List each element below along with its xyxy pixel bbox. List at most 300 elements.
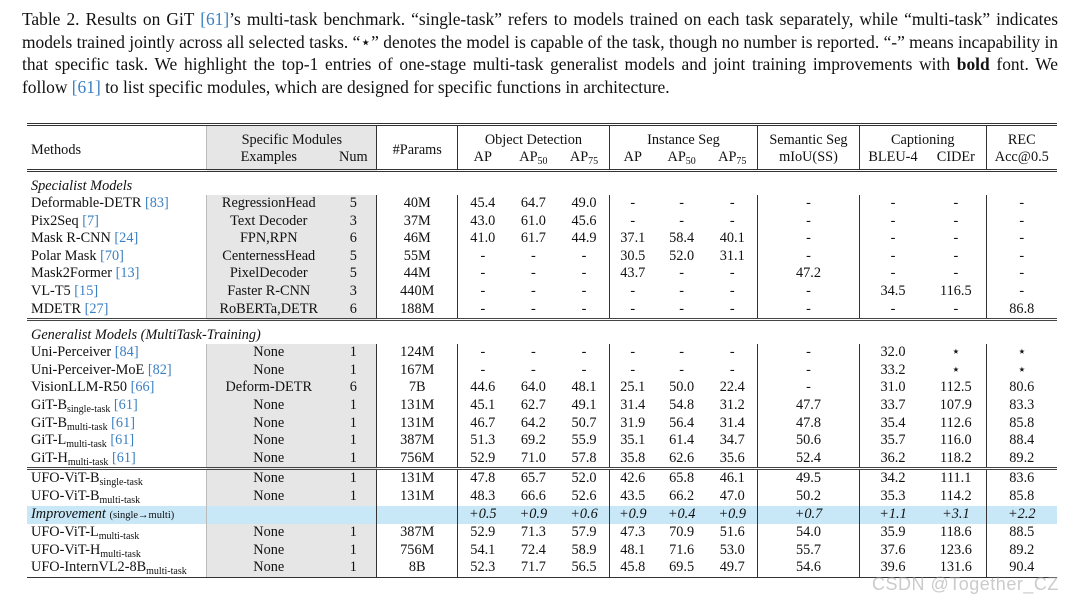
param-count: 440M: [377, 283, 458, 301]
metric-miou: 47.8: [758, 415, 860, 433]
metric-det-ap: 51.3: [470, 432, 496, 449]
metric-acc05: -: [986, 283, 1057, 301]
table-row: [27, 265, 1057, 283]
module-num: 1: [330, 450, 377, 469]
metric-seg-ap75: 31.1: [719, 247, 745, 264]
module-example: None: [207, 450, 331, 469]
metric-det-ap75: 49.1: [571, 396, 597, 413]
metric-det-ap75: -: [581, 361, 587, 378]
metric-seg-ap50: -: [679, 265, 685, 282]
metric-bleu4: 39.6: [859, 559, 926, 577]
table-caption: [22, 8, 1058, 98]
metric-seg-ap: 45.8: [609, 559, 655, 577]
table-row: [27, 362, 1057, 380]
metric-seg-ap50: 62.6: [669, 449, 695, 466]
metric-miou: 54.6: [758, 559, 860, 577]
metric-miou: -: [758, 248, 860, 266]
metric-det-ap75: -: [581, 344, 587, 361]
module-example: RegressionHead: [207, 195, 331, 213]
param-count: 46M: [377, 230, 458, 248]
metric-det-ap50: 61.0: [520, 212, 546, 229]
module-example: None: [207, 542, 331, 560]
metric-det-ap50: 62.7: [520, 396, 546, 413]
metric-seg-ap: -: [609, 301, 655, 320]
metric-cider: 116.0: [940, 432, 972, 449]
module-example: None: [207, 559, 331, 577]
module-example: None: [207, 415, 331, 433]
citation-link[interactable]: [27]: [84, 300, 109, 317]
module-num: 1: [330, 397, 377, 415]
table-row: [27, 469, 1057, 488]
module-num: 1: [330, 488, 377, 506]
metric-miou: 55.7: [758, 542, 860, 560]
metric-acc05: 90.4: [986, 559, 1057, 577]
metric-seg-ap75: -: [729, 282, 735, 299]
metric-seg-ap75: 53.0: [719, 541, 745, 558]
table-row: [27, 283, 1057, 301]
metric-bleu4: 35.4: [859, 415, 926, 433]
metric-det-ap50: -: [531, 361, 536, 378]
citation-link[interactable]: [70]: [100, 247, 124, 264]
metric-det-ap75: -: [581, 300, 587, 317]
metric-acc05: 83.3: [986, 397, 1057, 415]
table-row: [27, 488, 1057, 506]
results-table: [27, 123, 1057, 578]
metric-bleu4: -: [859, 265, 926, 283]
citation-link[interactable]: [15]: [74, 282, 99, 299]
module-example: CenternessHead: [207, 248, 331, 266]
metric-acc05: -: [986, 248, 1057, 266]
citation-link[interactable]: [61]: [111, 414, 135, 431]
metric-det-ap50: 61.7: [520, 230, 546, 247]
metric-cider: -: [953, 300, 959, 317]
metric-seg-ap50: 65.8: [656, 469, 708, 488]
header-det-ap75: $AP_{75}$: [569, 149, 599, 167]
metric-det-ap: -: [480, 300, 486, 317]
method-name: VisionLLM-R50 [66]: [31, 379, 155, 396]
module-num: [330, 506, 377, 525]
module-example: None: [207, 469, 331, 488]
metric-bleu4: 34.2: [859, 469, 926, 488]
table-row: [27, 213, 1057, 231]
metric-bleu4: 35.3: [859, 488, 926, 506]
metric-seg-ap50: 61.4: [669, 432, 695, 449]
param-count: 131M: [377, 469, 458, 488]
metric-bleu4: 35.7: [859, 432, 926, 450]
improvement-seg-ap: +0.9: [609, 506, 655, 525]
table-row: [27, 344, 1057, 362]
metric-seg-ap50: 70.9: [669, 524, 695, 541]
metric-miou: 54.0: [758, 524, 860, 542]
metric-seg-ap75: 35.6: [719, 449, 745, 466]
metric-seg-ap75: -: [729, 212, 735, 229]
metric-cider: -: [953, 212, 959, 229]
metric-seg-ap50: 58.4: [669, 230, 695, 247]
metric-seg-ap: 43.7: [609, 265, 655, 283]
metric-bleu4: 33.2: [859, 362, 926, 380]
metric-seg-ap75: -: [729, 344, 735, 361]
method-name: Mask R-CNN [24]: [31, 230, 139, 247]
metric-acc05: 80.6: [986, 379, 1057, 397]
param-count: 8B: [377, 559, 458, 577]
header-object-detection: Object Detection: [484, 132, 583, 148]
module-num: 1: [330, 415, 377, 433]
metric-cider: 116.5: [940, 282, 972, 299]
method-name: Uni-Perceiver [84]: [31, 344, 139, 361]
header-semantic-seg: Semantic Seg: [758, 125, 860, 150]
citation-link[interactable]: [61]: [200, 9, 230, 29]
improvement-det-ap: +0.5: [458, 506, 508, 525]
metric-det-ap: -: [480, 344, 486, 361]
metric-det-ap50: -: [531, 344, 536, 361]
metric-miou: -: [758, 344, 860, 362]
metric-cider: 111.1: [926, 469, 986, 488]
table-row: [27, 450, 1057, 469]
metric-det-ap: 47.8: [458, 469, 508, 488]
metric-acc05: -: [986, 265, 1057, 283]
metric-cider: 118.6: [940, 524, 972, 541]
metric-seg-ap: 37.1: [609, 230, 655, 248]
metric-det-ap: 52.9: [470, 449, 496, 466]
metric-seg-ap50: -: [679, 282, 685, 299]
metric-det-ap: 54.1: [470, 541, 496, 558]
table-row: [27, 301, 1057, 320]
metric-miou: 50.2: [758, 488, 860, 506]
module-num: 5: [330, 248, 377, 266]
metric-miou: -: [758, 195, 860, 213]
improvement-det-ap50: +0.9: [508, 506, 560, 525]
metric-miou: -: [758, 283, 860, 301]
improvement-acc05: +2.2: [986, 506, 1057, 525]
param-count: 37M: [377, 213, 458, 231]
metric-seg-ap75: 47.0: [719, 487, 745, 504]
module-num: 1: [330, 524, 377, 542]
method-name: Uni-Perceiver-MoE [82]: [31, 361, 172, 378]
param-count: 387M: [377, 524, 458, 542]
metric-det-ap50: 65.7: [508, 469, 560, 488]
metric-det-ap75: 57.8: [571, 449, 597, 466]
header-rec: REC: [986, 125, 1057, 150]
metric-seg-ap75: -: [729, 361, 735, 378]
metric-miou: 47.2: [758, 265, 860, 283]
method-name: Polar Mask [70]: [31, 247, 124, 264]
improvement-label: Improvement (single→multi): [27, 506, 207, 525]
param-count: 756M: [377, 542, 458, 560]
module-num: 6: [330, 379, 377, 397]
module-example: None: [207, 432, 331, 450]
citation-link[interactable]: [61]: [110, 432, 135, 449]
metric-seg-ap: 31.9: [609, 415, 655, 433]
metric-acc05: 89.2: [986, 450, 1057, 469]
module-example: None: [207, 344, 331, 362]
citation-link[interactable]: [66]: [130, 379, 155, 396]
metric-cider: 107.9: [939, 396, 972, 413]
module-example: None: [207, 524, 331, 542]
header-det-ap50: $AP_{50}$: [519, 149, 548, 167]
table-body: [27, 171, 1057, 578]
param-count: 131M: [377, 415, 458, 433]
metric-det-ap75: 50.7: [571, 414, 597, 431]
param-count: 40M: [377, 195, 458, 213]
metric-cider: ⋆: [951, 344, 961, 361]
metric-seg-ap: 35.1: [609, 432, 655, 450]
metric-det-ap: 41.0: [470, 230, 496, 247]
metric-det-ap: -: [480, 265, 486, 282]
metric-bleu4: 33.7: [859, 397, 926, 415]
metric-seg-ap: -: [609, 344, 655, 362]
metric-det-ap: -: [480, 361, 486, 378]
header-seg-ap50: $AP_{50}$: [667, 149, 696, 167]
citation-link[interactable]: [84]: [114, 344, 139, 361]
metric-det-ap50: 71.7: [508, 559, 560, 577]
metric-det-ap75: 55.9: [571, 432, 597, 449]
metric-seg-ap75: 40.1: [719, 230, 745, 247]
metric-det-ap50: 66.6: [520, 487, 546, 504]
metric-miou: 50.6: [758, 432, 860, 450]
metric-det-ap: 44.6: [470, 379, 496, 396]
module-example: None: [207, 362, 331, 380]
metric-seg-ap75: -: [729, 195, 735, 211]
metric-bleu4: 37.6: [859, 542, 926, 560]
table-row: [27, 432, 1057, 450]
metric-seg-ap: -: [609, 213, 655, 231]
metric-acc05: -: [986, 213, 1057, 231]
header-methods: Methods: [31, 142, 82, 158]
metric-det-ap50: 71.3: [520, 524, 546, 541]
metric-bleu4: -: [859, 213, 926, 231]
section-header-row: [27, 171, 1057, 196]
metric-seg-ap: -: [609, 362, 655, 380]
metric-cider: 131.6: [926, 559, 986, 577]
metric-cider: 112.6: [940, 414, 972, 431]
metric-seg-ap: 31.4: [609, 397, 655, 415]
metric-det-ap75: 57.9: [571, 524, 597, 541]
improvement-seg-ap50: +0.4: [656, 506, 708, 525]
method-name: GiT-$B_{single-task}$ [61]: [31, 396, 138, 415]
method-name: GiT-$H_{multi-task}$ [61]: [31, 449, 136, 468]
metric-det-ap: 45.4: [470, 195, 496, 211]
improvement-bleu4: +1.1: [859, 506, 926, 525]
metric-seg-ap50: 56.4: [669, 414, 695, 431]
citation-link[interactable]: [83]: [144, 195, 169, 211]
metric-seg-ap75: 49.7: [708, 559, 758, 577]
table-row: [27, 230, 1057, 248]
param-count: 55M: [377, 248, 458, 266]
metric-bleu4: -: [859, 230, 926, 248]
module-example: None: [207, 488, 331, 506]
metric-seg-ap50: 69.5: [656, 559, 708, 577]
metric-seg-ap: 30.5: [609, 248, 655, 266]
metric-det-ap: 48.3: [470, 487, 496, 504]
module-example: FPN,RPN: [207, 230, 331, 248]
param-count: 131M: [377, 397, 458, 415]
method-name: UFO-$InternVL2-8B_{multi-task}$: [27, 559, 207, 577]
module-example: PixelDecoder: [207, 265, 331, 283]
metric-det-ap50: 69.2: [520, 432, 546, 449]
improvement-det-ap75: +0.6: [559, 506, 609, 525]
metric-det-ap: 46.7: [470, 414, 496, 431]
caption-text: to list specific modules, which are designed for specific functions in architecture.: [100, 76, 670, 97]
metric-acc05: ⋆: [986, 344, 1057, 362]
method-name: UFO-$ViT-B_{multi-task}$: [31, 487, 141, 506]
metric-seg-ap75: 31.4: [719, 414, 745, 431]
header-num: Num: [330, 149, 377, 171]
module-example: [207, 506, 331, 525]
metric-miou: -: [758, 362, 860, 380]
method-name: GiT-$B_{multi-task}$ [61]: [31, 414, 135, 433]
metric-acc05: 88.5: [986, 524, 1057, 542]
caption-text: ’s multi-task benchmark. “single-task” refers to models trained on each task separately, while “multi-task” indicates models trained jointly across all selected tasks. “⋆” denotes the model is capable of the task, though no number is reported. “-” means incapability in that specific task. We highlight the top-1 entries of one-stage multi-task generalist models and joint training improvements with: [22, 9, 1058, 75]
header-miou: mIoU(SS): [758, 149, 860, 171]
table-row: [27, 195, 1057, 213]
header-instance-seg: Instance Seg: [609, 125, 757, 150]
metric-seg-ap50: -: [679, 300, 685, 317]
method-name: GiT-$L_{multi-task}$ [61]: [31, 432, 135, 451]
metric-det-ap75: -: [581, 265, 587, 282]
metric-det-ap50: -: [531, 247, 536, 264]
metric-miou: -: [758, 379, 860, 397]
metric-cider: 114.2: [940, 487, 972, 504]
metric-acc05: -: [986, 230, 1057, 248]
module-num: 3: [330, 283, 377, 301]
metric-bleu4: 31.0: [859, 379, 926, 397]
param-count: 7B: [377, 379, 458, 397]
metric-seg-ap: 43.5: [609, 488, 655, 506]
metric-miou: 47.7: [758, 397, 860, 415]
header-seg-ap: AP: [609, 149, 655, 171]
metric-miou: -: [758, 230, 860, 248]
metric-det-ap75: 48.1: [571, 379, 597, 396]
header-params: #Params: [377, 125, 458, 171]
metric-det-ap50: 72.4: [520, 541, 546, 558]
header-specific-modules: Specific Modules: [207, 125, 377, 150]
param-count: [377, 506, 458, 525]
metric-miou: -: [758, 213, 860, 231]
metric-seg-ap: -: [609, 283, 655, 301]
method-name: VL-T5 [15]: [31, 282, 99, 299]
metric-seg-ap75: -: [729, 300, 735, 317]
method-name: UFO-$ViT-H_{multi-task}$: [31, 541, 141, 560]
table-header: [27, 125, 1057, 171]
improvement-seg-ap75: +0.9: [708, 506, 758, 525]
metric-det-ap75: -: [581, 282, 587, 299]
citation-link[interactable]: [13]: [115, 265, 140, 282]
metric-det-ap: 52.9: [470, 524, 496, 541]
metric-seg-ap75: -: [729, 265, 735, 282]
metric-cider: -: [953, 265, 959, 282]
module-num: 1: [330, 432, 377, 450]
metric-cider: 123.6: [939, 541, 972, 558]
metric-seg-ap50: 50.0: [669, 379, 695, 396]
param-count: 188M: [377, 301, 458, 320]
module-num: 1: [330, 559, 377, 577]
module-num: 1: [330, 344, 377, 362]
metric-seg-ap50: 66.2: [669, 487, 695, 504]
metric-det-ap: -: [480, 247, 486, 264]
metric-acc05: 85.8: [986, 488, 1057, 506]
metric-seg-ap50: -: [679, 212, 685, 229]
section-title: Generalist Models (MultiTask-Training): [27, 320, 1057, 345]
citation-link[interactable]: [7]: [82, 212, 99, 229]
module-num: 1: [330, 542, 377, 560]
method-name: Mask2Former [13]: [31, 265, 140, 282]
metric-seg-ap75: 46.1: [708, 469, 758, 488]
metric-seg-ap75: 34.7: [719, 432, 745, 449]
metric-det-ap: 43.0: [470, 212, 496, 229]
metric-acc05: ⋆: [986, 362, 1057, 380]
method-name: Pix2Seq [7]: [31, 212, 99, 229]
metric-acc05: 83.6: [986, 469, 1057, 488]
metric-seg-ap: 25.1: [609, 379, 655, 397]
table-row: [27, 379, 1057, 397]
table-row: [27, 248, 1057, 266]
metric-det-ap: 45.1: [470, 396, 496, 413]
metric-det-ap50: -: [531, 282, 536, 299]
module-num: 1: [330, 362, 377, 380]
section-header-row: [27, 320, 1057, 345]
metric-miou: 52.4: [758, 450, 860, 469]
metric-seg-ap50: 71.6: [669, 541, 695, 558]
metric-acc05: 85.8: [986, 415, 1057, 433]
module-num: 1: [330, 469, 377, 488]
metric-bleu4: -: [859, 301, 926, 320]
citation-link[interactable]: [24]: [114, 230, 139, 247]
metric-det-ap50: 64.2: [520, 414, 546, 431]
metric-det-ap50: -: [531, 265, 536, 282]
method-name: MDETR [27]: [31, 300, 109, 317]
module-num: 6: [330, 230, 377, 248]
metric-cider: -: [953, 230, 959, 247]
metric-det-ap75: 45.6: [571, 212, 597, 229]
table-row: [27, 524, 1057, 542]
metric-acc05: -: [986, 195, 1057, 213]
metric-cider: 118.2: [940, 449, 972, 466]
metric-seg-ap: 35.8: [609, 450, 655, 469]
method-name: Deformable-DETR [83]: [31, 195, 169, 211]
method-name: UFO-$ViT-L_{multi-task}$: [31, 524, 140, 543]
metric-seg-ap: -: [609, 195, 655, 213]
metric-det-ap50: 64.7: [520, 195, 546, 211]
watermark: CSDN @Together_CZ: [872, 574, 1059, 594]
metric-bleu4: 35.9: [859, 524, 926, 542]
module-example: Deform-DETR: [207, 379, 331, 397]
metric-seg-ap: 48.1: [609, 542, 655, 560]
metric-det-ap75: 52.6: [571, 487, 597, 504]
header-captioning: Captioning: [859, 125, 986, 150]
metric-cider: ⋆: [951, 361, 961, 378]
module-example: Text Decoder: [207, 213, 331, 231]
module-example: Faster R-CNN: [207, 283, 331, 301]
citation-link[interactable]: [82]: [147, 361, 172, 378]
metric-det-ap75: -: [581, 247, 587, 264]
metric-cider: -: [953, 195, 959, 211]
param-count: 167M: [377, 362, 458, 380]
metric-det-ap75: 56.5: [559, 559, 609, 577]
metric-seg-ap50: 52.0: [669, 247, 695, 264]
header-bleu: BLEU-4: [859, 149, 926, 171]
citation-link[interactable]: [61]: [71, 76, 101, 97]
metric-det-ap: -: [480, 282, 486, 299]
param-count: 387M: [377, 432, 458, 450]
metric-bleu4: 36.2: [859, 450, 926, 469]
metric-det-ap: 52.3: [458, 559, 508, 577]
param-count: 124M: [377, 344, 458, 362]
citation-link[interactable]: [61]: [113, 396, 138, 413]
metric-det-ap50: 64.0: [520, 379, 546, 396]
bold-word: bold: [956, 54, 990, 75]
metric-cider: 112.5: [940, 379, 972, 396]
citation-link[interactable]: [61]: [111, 449, 136, 466]
